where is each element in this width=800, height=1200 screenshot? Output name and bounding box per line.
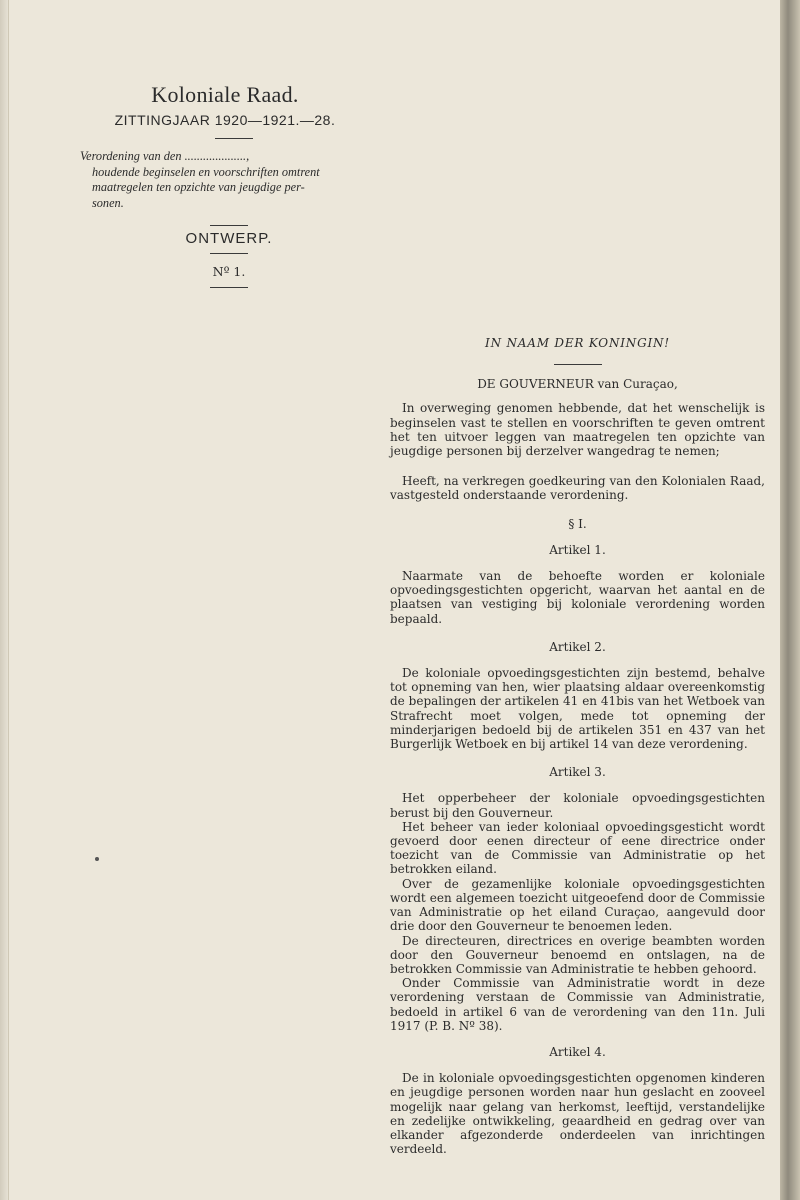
ordinance-description [80, 149, 350, 211]
article-4-paragraph: De in koloniale opvoedingsgestichten opgenomen kinderen en jeugdige personen worden naar hun geslacht en zooveel mogelijk naar gelang van herkomst, leeftijd, verstandelijke en zedelijke ontwikkeling, geaardheid en gedrag over van elkander afgezonderde onderdeelen van inrichtingen verdeeld. [390, 1071, 765, 1157]
governor-heading: DE GOUVERNEUR van Curaçao, [477, 377, 678, 392]
enacting-paragraph: Heeft, na verkregen goedkeuring van den Kolonialen Raad, vastgesteld onderstaande verordening. [390, 474, 765, 503]
description-line: maatregelen ten opzichte van jeugdige per- [92, 180, 305, 194]
article-2-title: Artikel 2. [549, 639, 606, 654]
description-line: houdende beginselen en voorschriften omtrent [92, 164, 320, 179]
article-1-paragraph: Naarmate van de behoefte worden er koloniale opvoedingsgestichten opgericht, waarvan het aantal en de plaatsen van vestiging bij koloniale verordening worden bepaald. [390, 569, 765, 626]
draft-label: ONTWERP. [185, 230, 273, 247]
ordinance-body [390, 336, 765, 1156]
divider-above-ontwerp [210, 225, 248, 226]
article-2-paragraph: De koloniale opvoedingsgestichten zijn bestemd, behalve tot opneming van hen, wier plaatsing aldaar overeenkomstig de bepalingen der artikelen 41 en 41bis van het Wetboek van Strafrecht moet volgen, mede tot opneming der minderjarigen bedoeld bij de artikelen 351 en 437 van het Burgerlijk Wetboek en bij artikel 14 van deze verordening. [390, 666, 765, 752]
article-3-paragraph: Het opperbeheer der koloniale opvoedingsgestichten berust bij den Gouverneur. [390, 791, 765, 820]
article-1-title: Artikel 1. [549, 542, 606, 557]
session-year: ZITTINGJAAR 1920—1921.—28. [114, 112, 336, 128]
header-divider [215, 138, 253, 139]
description-line: sonen. [92, 195, 124, 210]
divider-below-ontwerp [210, 253, 248, 254]
article-3-paragraph: Onder Commissie van Administratie wordt in deze verordening verstaan de Commissie van Administratie, bedoeld in artikel 6 van de verordening van den 11n. Juli 1917 (P. B. Nº 38). [390, 976, 765, 1033]
article-3-title: Artikel 3. [549, 765, 606, 780]
ink-speck [95, 857, 99, 861]
section-heading: § I. [568, 516, 587, 531]
council-title: Koloniale Raad. [151, 82, 299, 107]
page-right-edge [780, 0, 800, 1200]
considerans-paragraph: In overweging genomen hebbende, dat het wenschelijk is beginselen vast te stellen en voorschriften te geven omtrent het ten uitvoer leggen van maatregelen ten opzichte van jeugdige personen bij derzelver wangedrag te nemen; [390, 401, 765, 459]
article-4-title: Artikel 4. [549, 1044, 606, 1059]
description-line: Verordening van den ...................., [80, 149, 250, 163]
invocation-divider [554, 364, 602, 365]
page-left-edge [0, 0, 8, 1200]
article-3-paragraph: De directeuren, directrices en overige beambten worden door den Gouverneur benoemd en ontslagen, na de betrokken Commissie van Administratie te hebben gehoord. [390, 933, 765, 976]
draft-number: Nº 1. [212, 264, 246, 279]
document-header [80, 82, 350, 288]
invocation: IN NAAM DER KONINGIN! [485, 336, 670, 350]
article-3-paragraph: Het beheer van ieder koloniaal opvoedingsgesticht wordt gevoerd door eenen directeur of eene directrice onder toezicht van de Commissie van Administratie op het betrokken eiland. [390, 819, 765, 877]
article-3-paragraph: Over de gezamenlijke koloniale opvoedingsgestichten wordt een algemeen toezicht uitgeoefend door de Commissie van Administratie op het eiland Curaçao, aangevuld door drie door den Gouverneur te benoemen leden. [390, 876, 765, 934]
divider-below-number [210, 287, 248, 288]
